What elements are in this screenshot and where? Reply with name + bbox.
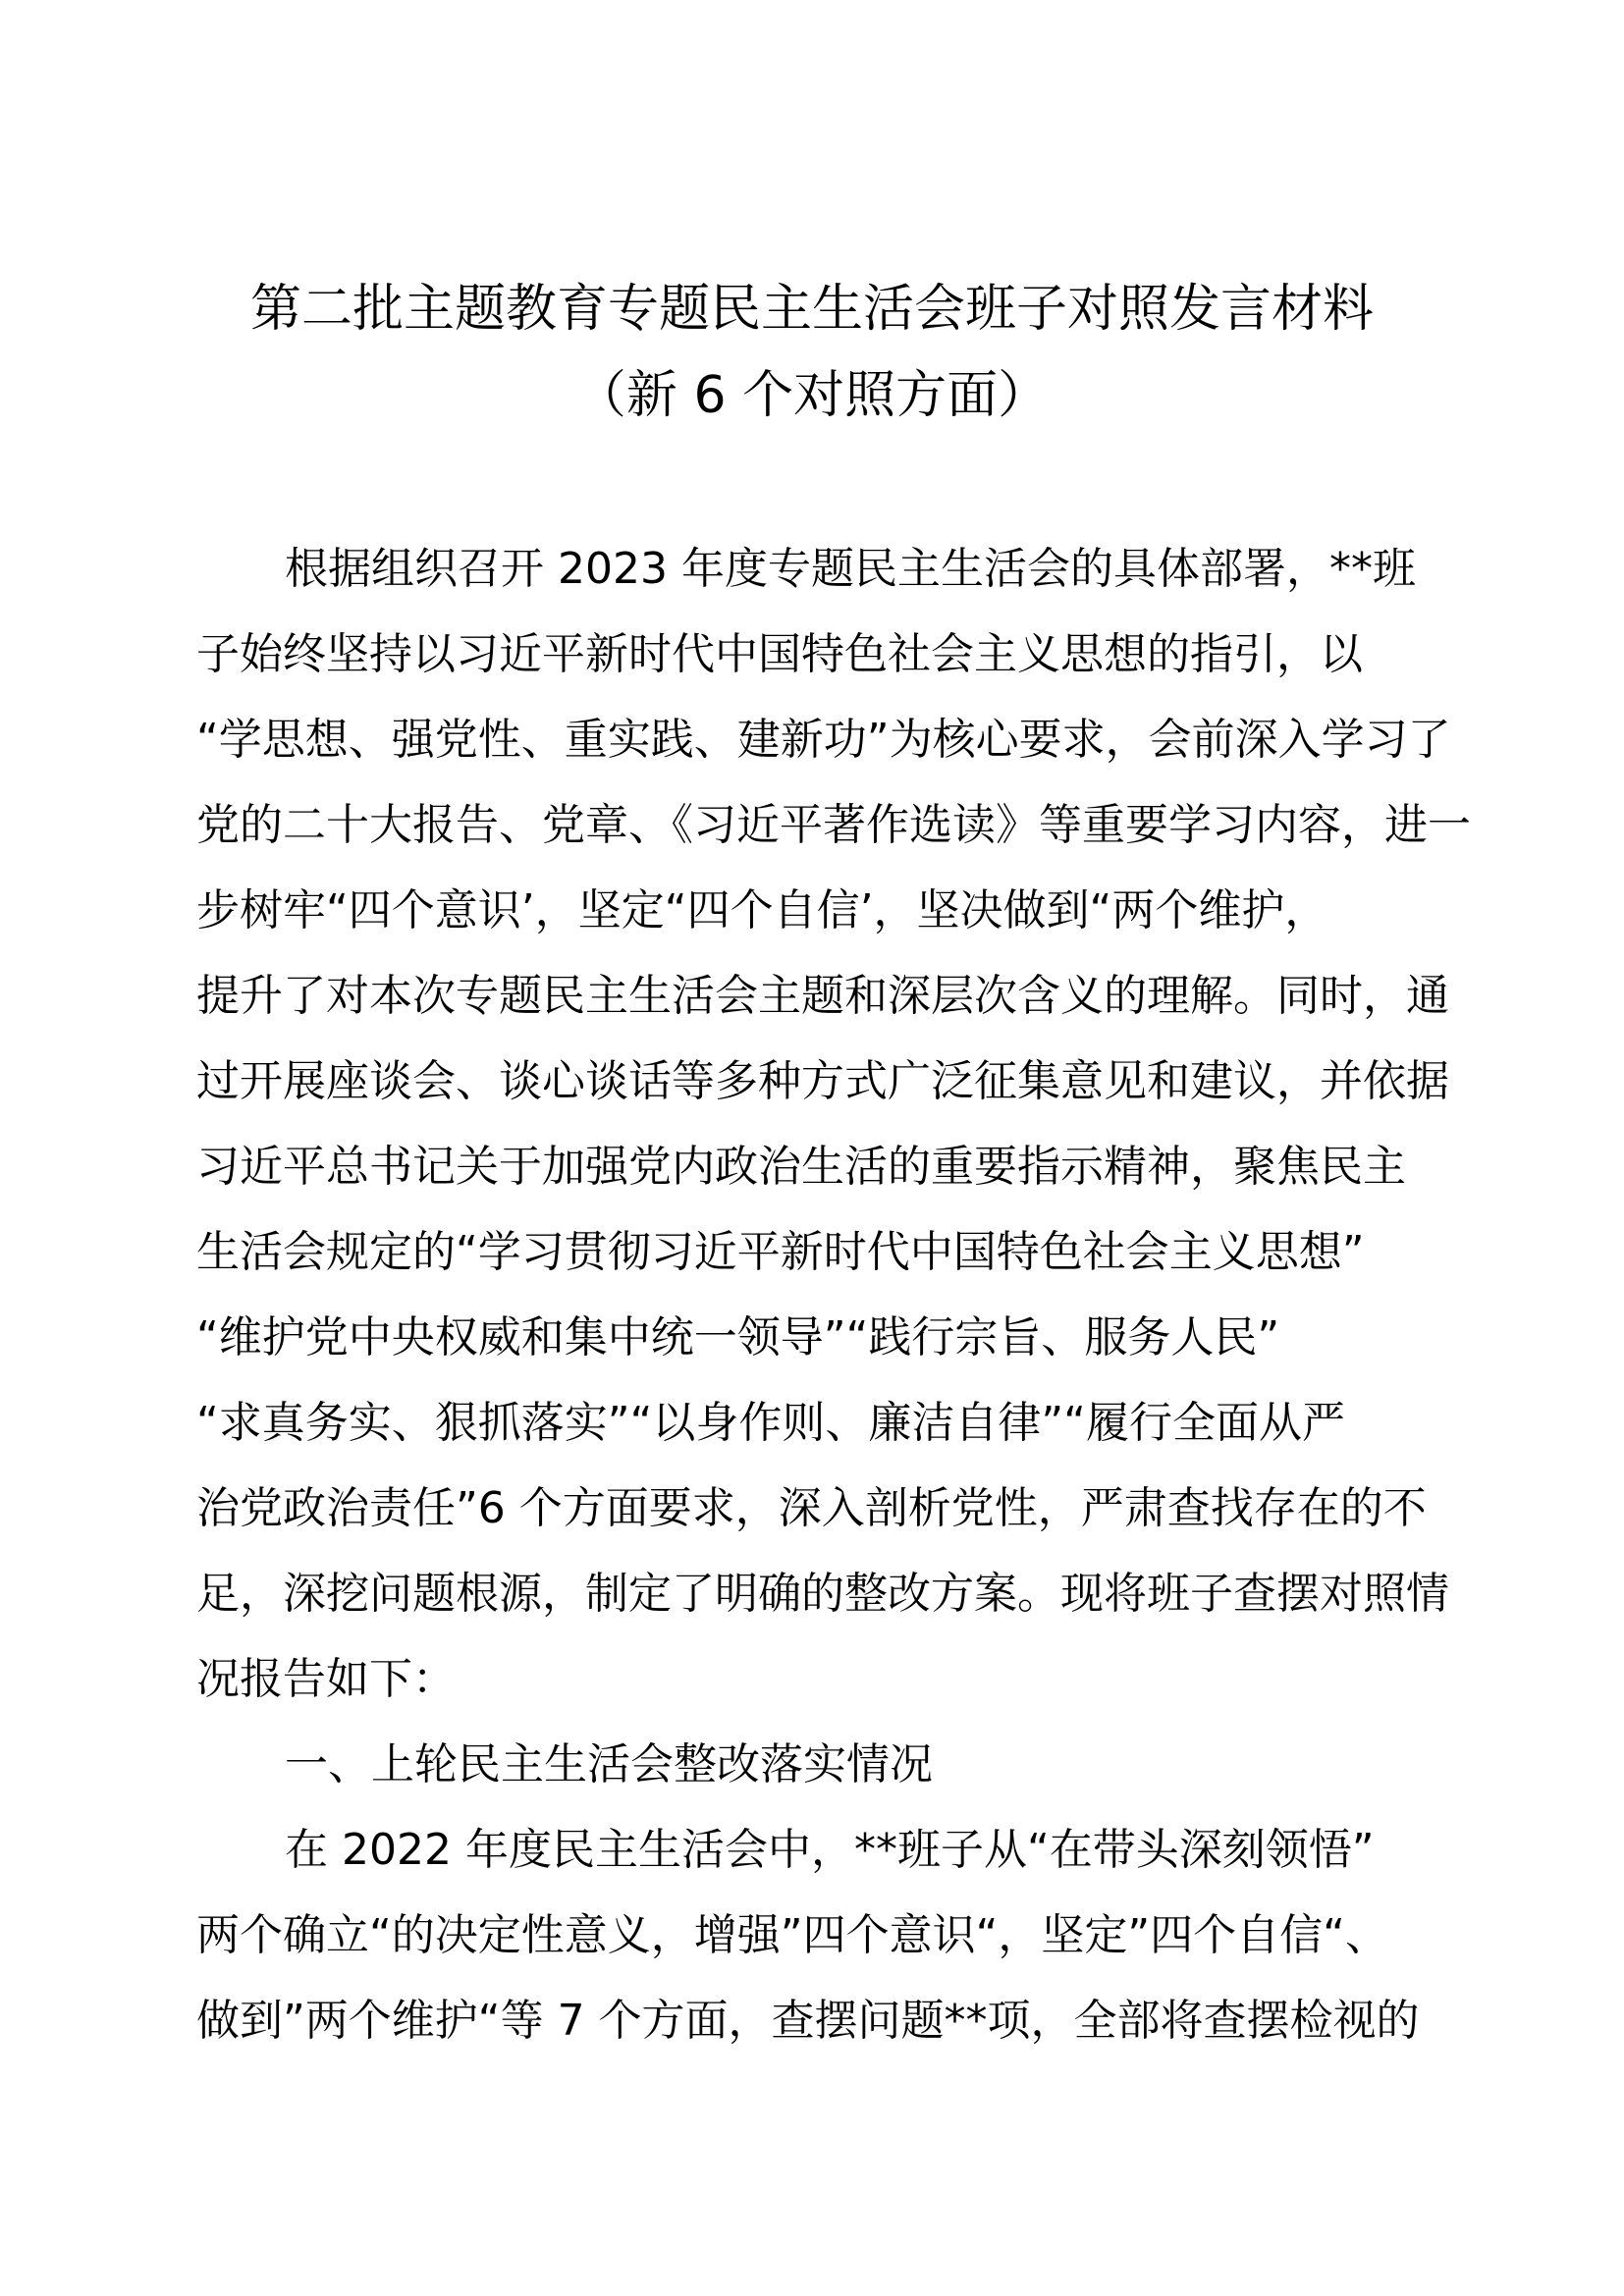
section-heading: 一、上轮民主生活会整改落实情况 [285,1739,933,1789]
paragraph-line: 在 2022 年度民主生活会中，**班子从“在带头深刻领悟” [285,1825,1375,1875]
document-title: 第二批主题教育专题民主生活会班子对照发言材料 [249,280,1374,339]
paragraph-line: 提升了对本次专题民主生活会主题和深层次含义的理解。同时，通 [196,971,1449,1021]
paragraph-line: “求真务实、狠抓落实”“以身作则、廉洁自律”“履行全面从严 [196,1398,1345,1448]
paragraph-line: 习近平总书记关于加强党内政治生活的重要指示精神，聚焦民主 [196,1142,1406,1192]
paragraph-line: 党的二十大报告、党章、《习近平著作选读》等重要学习内容，进一 [196,800,1471,850]
paragraph-line: 两个确立“的决定性意义，增强”四个意识“，坚定”四个自信“、 [196,1910,1388,1960]
paragraph-line: 根据组织召开 2023 年度专题民主生活会的具体部署，**班 [285,544,1416,594]
paragraph-line: 过开展座谈会、谈心谈话等多种方式广泛征集意见和建议，并依据 [196,1056,1449,1106]
paragraph-line: 况报告如下： [196,1654,456,1704]
paragraph-line: 治党政治责任”6 个方面要求，深入剖析党性，严肃查找存在的不 [196,1483,1427,1533]
paragraph-line: 做到”两个维护“等 7 个方面，查摆问题**项，全部将查摆检视的 [196,1996,1420,2046]
paragraph-line: 子始终坚持以习近平新时代中国特色社会主义思想的指引，以 [196,629,1363,679]
document-subtitle: （新 6 个对照方面） [574,366,1050,425]
paragraph-line: 生活会规定的“学习贯彻习近平新时代中国特色社会主义思想” [196,1227,1365,1277]
paragraph-line: “学思想、强党性、重实践、建新功”为核心要求，会前深入学习了 [196,715,1451,765]
paragraph-line: 步树牢“四个意识’，坚定“四个自信’，坚决做到“两个维护， [196,885,1328,935]
paragraph-line: 足，深挖问题根源，制定了明确的整改方案。现将班子查摆对照情 [196,1569,1449,1619]
paragraph-line: “维护党中央权威和集中统一领导”“践行宗旨、服务人民” [196,1312,1280,1362]
